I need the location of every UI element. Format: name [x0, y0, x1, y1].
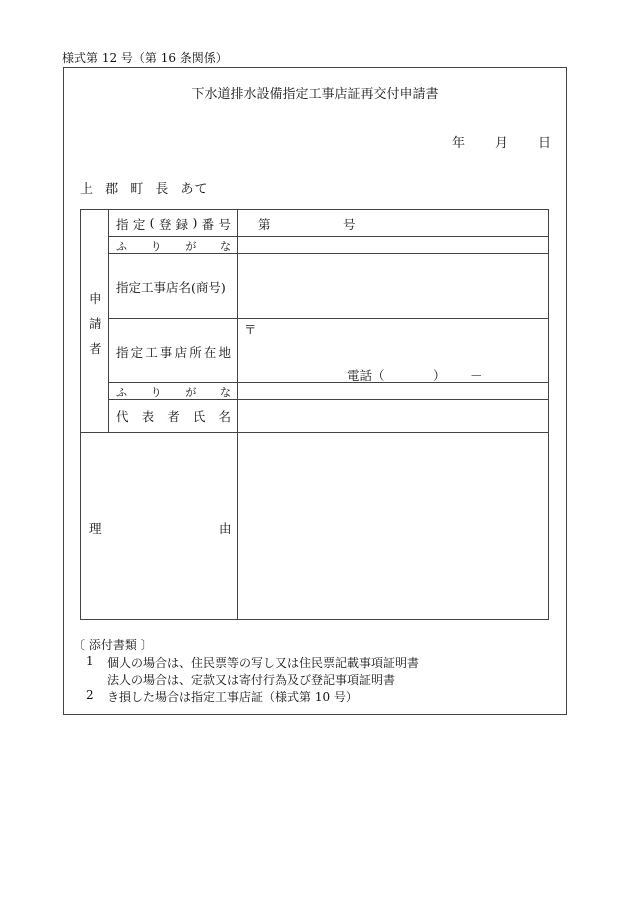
applicant-label-3: 者	[89, 341, 102, 356]
shop-address-label: 指 定 工 事 店 所 在 地	[116, 345, 231, 360]
form-number: 様式第 12 号（第 16 条関係）	[62, 51, 228, 65]
designation-number-suffix: 号	[343, 217, 356, 232]
representative-label: 代 表 者 氏 名	[116, 409, 231, 424]
applicant-label-1: 申	[89, 291, 102, 306]
date-month: 月	[495, 136, 509, 151]
designation-number-label: 指 定 ( 登 録 ) 番 号	[116, 215, 231, 232]
furigana-label-2: ふ り が な	[116, 386, 231, 399]
attachment-item-1: 個人の場合は、住民票等の写し又は住民票記載事項証明書	[107, 656, 420, 670]
designation-number-prefix: 第	[258, 217, 271, 232]
phone-close: ）	[433, 368, 446, 383]
shop-name-label: 指定工事店名(商号)	[116, 280, 226, 295]
attachments-heading: 〔 添付書類 〕	[73, 638, 153, 652]
applicant-label-2: 請	[89, 316, 102, 331]
addressee	[80, 178, 209, 197]
furigana-label: ふ り が な	[116, 240, 231, 253]
form-title: 下水道排水設備指定工事店証再交付申請書	[191, 87, 439, 102]
attachment-num-1: 1	[86, 654, 94, 668]
phone-label: 電話（	[347, 368, 385, 383]
reason-label-left: 理	[89, 521, 102, 536]
attachment-item-1b: 法人の場合は、定款又は寄付行為及び登記事項証明書	[107, 673, 396, 687]
attachment-item-2: き損した場合は指定工事店証（様式第 10 号）	[107, 690, 358, 704]
date-day: 日	[538, 136, 552, 151]
addressee-name: 上 郡 町 長	[80, 182, 173, 197]
addressee-suffix: あて	[180, 182, 209, 197]
phone-dash: －	[470, 368, 483, 383]
date-year: 年	[452, 136, 466, 151]
reason-label-right: 由	[219, 521, 232, 536]
attachment-num-2: 2	[86, 688, 94, 702]
postal-mark: 〒	[244, 322, 257, 337]
